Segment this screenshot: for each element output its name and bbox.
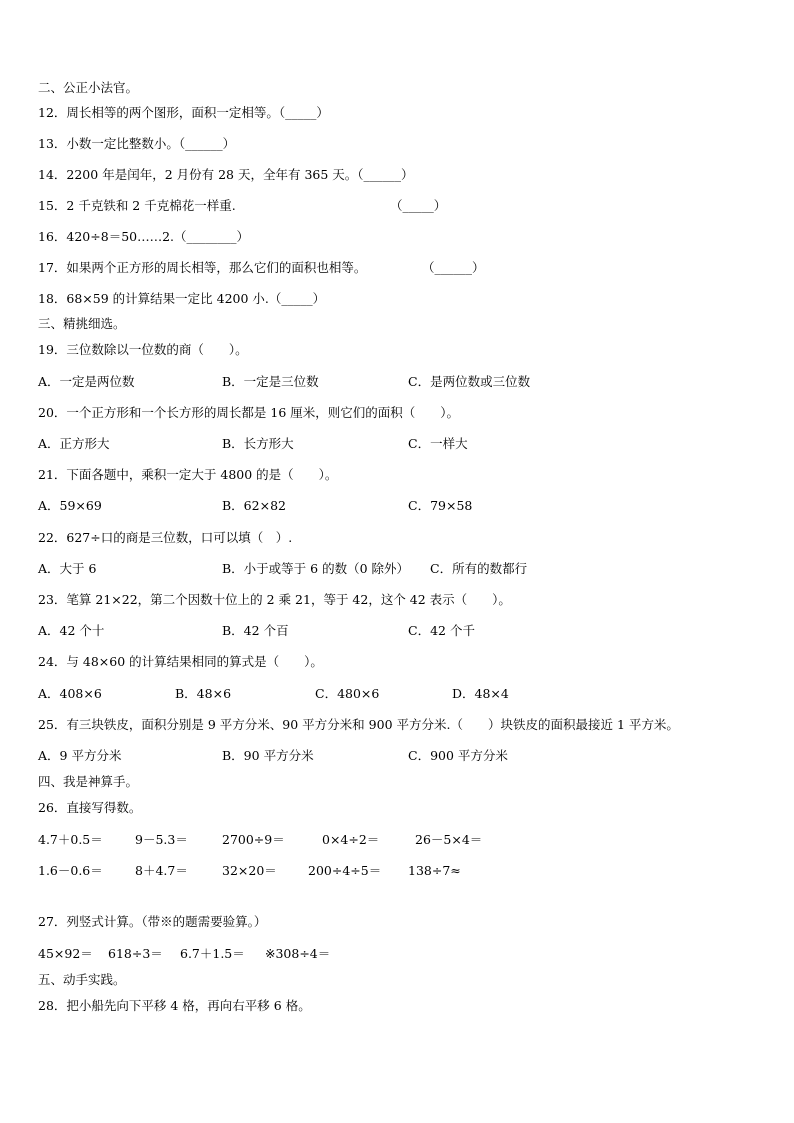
q27-item: 45×92＝ <box>38 946 93 961</box>
q26-row1-item: 9－5.3＝ <box>135 832 188 847</box>
section-heading-judge: 二、公正小法官。 <box>38 80 139 95</box>
question-16: 16．420÷8＝50……2.（________） <box>38 229 250 244</box>
question-22-option-b: B．小于或等于 6 的数（0 除外） <box>222 561 410 576</box>
question-24-option-c: C．480×6 <box>315 686 380 701</box>
question-17: 17．如果两个正方形的周长相等，那么它们的面积也相等。 <box>38 260 367 275</box>
question-22-option-c: C．所有的数都行 <box>430 561 528 576</box>
question-21: 21．下面各题中，乘积一定大于 4800 的是（ ）。 <box>38 467 338 482</box>
q27-item: ※308÷4＝ <box>265 946 331 961</box>
question-19-option-b: B．一定是三位数 <box>222 374 319 389</box>
question-14: 14．2200 年是闰年，2 月份有 28 天，全年有 365 天。（______） <box>38 167 414 182</box>
q27-item: 6.7＋1.5＝ <box>180 946 245 961</box>
question-19-option-a: A．一定是两位数 <box>38 374 135 389</box>
question-12: 12．周长相等的两个图形，面积一定相等。（_____） <box>38 105 329 120</box>
question-17-blank: （______） <box>422 260 485 275</box>
question-22: 22．627÷口的商是三位数，口可以填（ ）. <box>38 530 293 545</box>
q26-row1-item: 4.7＋0.5＝ <box>38 832 103 847</box>
section-heading-practice: 五、动手实践。 <box>38 972 126 987</box>
section-heading-choice: 三、精挑细选。 <box>38 316 126 331</box>
question-18: 18．68×59 的计算结果一定比 4200 小.（_____） <box>38 291 326 306</box>
q26-row2-item: 8＋4.7＝ <box>135 863 188 878</box>
question-20-option-a: A．正方形大 <box>38 436 110 451</box>
question-26: 26．直接写得数。 <box>38 800 142 815</box>
question-25-option-a: A．9 平方分米 <box>38 748 122 763</box>
q26-row2-item: 138÷7≈ <box>408 863 461 878</box>
q26-row2-item: 1.6－0.6＝ <box>38 863 103 878</box>
question-25: 25．有三块铁皮，面积分别是 9 平方分米、90 平方分米和 900 平方分米.（ ）块铁皮的面积最接近 1 平方米。 <box>38 717 679 732</box>
question-28: 28．把小船先向下平移 4 格，再向右平移 6 格。 <box>38 998 311 1013</box>
question-24: 24．与 48×60 的计算结果相同的算式是（ ）。 <box>38 654 323 669</box>
question-15-blank: （_____） <box>390 198 447 213</box>
question-21-option-c: C．79×58 <box>408 498 473 513</box>
question-15: 15．2 千克铁和 2 千克棉花一样重. <box>38 198 236 213</box>
question-19-option-c: C．是两位数或三位数 <box>408 374 531 389</box>
question-22-option-a: A．大于 6 <box>38 561 97 576</box>
q26-row1-item: 2700÷9＝ <box>222 832 285 847</box>
q26-row2-item: 32×20＝ <box>222 863 277 878</box>
question-25-option-c: C．900 平方分米 <box>408 748 508 763</box>
q26-row1-item: 26－5×4＝ <box>415 832 483 847</box>
question-23-option-a: A．42 个十 <box>38 623 105 638</box>
question-19: 19．三位数除以一位数的商（ ）。 <box>38 342 248 357</box>
question-13: 13．小数一定比整数小。（______） <box>38 136 236 151</box>
q27-item: 618÷3＝ <box>108 946 163 961</box>
q26-row1-item: 0×4÷2＝ <box>322 832 380 847</box>
question-20-option-b: B．长方形大 <box>222 436 294 451</box>
question-24-option-d: D．48×4 <box>452 686 509 701</box>
question-23-option-c: C．42 个千 <box>408 623 475 638</box>
question-21-option-b: B．62×82 <box>222 498 286 513</box>
q26-row2-item: 200÷4÷5＝ <box>308 863 382 878</box>
question-25-option-b: B．90 平方分米 <box>222 748 314 763</box>
question-27: 27．列竖式计算。（带※的题需要验算。） <box>38 914 267 929</box>
question-21-option-a: A．59×69 <box>38 498 102 513</box>
question-23-option-b: B．42 个百 <box>222 623 289 638</box>
section-heading-calc: 四、我是神算手。 <box>38 774 139 789</box>
question-20-option-c: C．一样大 <box>408 436 468 451</box>
question-24-option-a: A．408×6 <box>38 686 102 701</box>
question-24-option-b: B．48×6 <box>175 686 232 701</box>
question-20: 20．一个正方形和一个长方形的周长都是 16 厘米，则它们的面积（ ）。 <box>38 405 460 420</box>
question-23: 23．笔算 21×22，第二个因数十位上的 2 乘 21，等于 42，这个 42 表示（ ）。 <box>38 592 511 607</box>
